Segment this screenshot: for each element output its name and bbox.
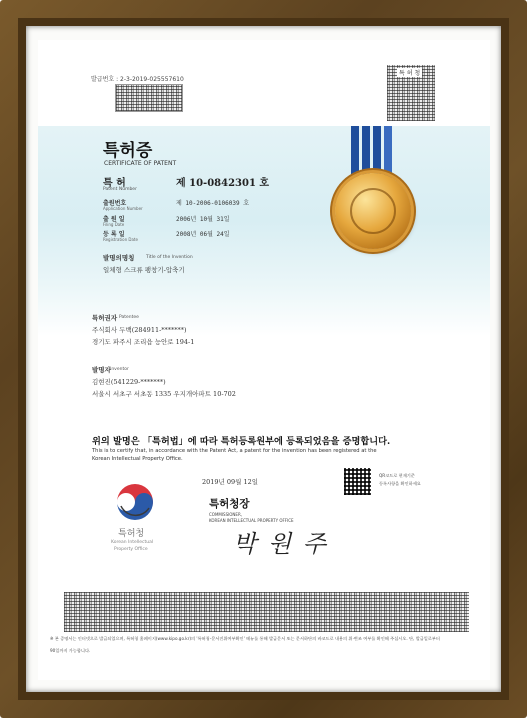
patent-number-label-en: Patent Number [103, 187, 137, 192]
patentee-label-en: Patentee [119, 315, 139, 320]
certificate-title: 특허증 [103, 141, 153, 161]
patentee-address: 경기도 파주시 조리읍 능안로 194-1 [92, 338, 195, 346]
inventor-label-en: Inventor [110, 367, 129, 372]
issue-number: 발급번호 : 2-3-2019-025557610 [91, 76, 184, 83]
qr-code [344, 468, 371, 495]
inventor-label: 발명자 [92, 366, 111, 374]
office-name: 특허청 [118, 529, 145, 539]
office-name-en-line2: Property Office [114, 547, 148, 552]
footnote-line1: ※ 본 증명서는 인터넷으로 발급되었으며, 특허청 홈페이지(www.kipo.go.kr)의 '특허청-문서진위여부확인' 메뉴를 통해 발급문서 또는 문서하단의 바코드로 내용의 위·변조 여부를 확인해 주십시오. 단, 발급일로부터 [50, 636, 440, 641]
application-label-en: Application Number [103, 206, 143, 211]
invention-title: 일체형 스크류 팽창기-압축기 [103, 266, 185, 274]
seal-stamp-label: 특 허 청 [399, 70, 421, 77]
filing-date: 2006년 10월 31일 [176, 216, 230, 223]
registration-date-label-en: Registration Date [103, 237, 138, 242]
issue-barcode [115, 84, 183, 112]
invention-title-label-en: Title of the Invention [146, 255, 193, 260]
qr-note-line1: QR코드로 현재기준 [379, 473, 415, 478]
patentee-name: 주식회사 두백(284911-*******) [92, 326, 187, 334]
certification-statement-en-line1: This is to certify that, in accordance with the Patent Act, a patent for the invention has been registered at the [92, 448, 377, 454]
filing-date-label-en: Filing Date [103, 222, 125, 227]
certificate-title-en: CERTIFICATE OF PATENT [104, 160, 177, 167]
commissioner-en-line1: COMMISSIONER, [209, 512, 242, 517]
patent-number-label: 특 허 [103, 178, 126, 189]
kipo-logo-icon [113, 480, 157, 524]
patentee-label: 특허권자 [92, 314, 118, 322]
certification-statement-en-line2: Korean Intellectual Property Office. [92, 456, 183, 462]
filing-date-label: 출 원 일 [103, 216, 125, 223]
security-barcode-band [64, 592, 469, 632]
gold-medal-seal [335, 173, 411, 249]
application-label: 출원번호 [103, 200, 127, 207]
invention-title-label: 발명의명칭 [103, 254, 135, 262]
commissioner-en-line2: KOREAN INTELLECTUAL PROPERTY OFFICE [209, 518, 294, 523]
commissioner-title: 특허청장 [209, 498, 250, 510]
registration-date-label: 등 록 일 [103, 231, 125, 238]
qr-note-line2: 등록사항을 확인하세요 [379, 481, 421, 486]
inventor-address: 서울시 서초구 서초동 1335 우지개아파트 10-702 [92, 390, 236, 398]
commissioner-signature: 박 원 주 [233, 530, 328, 558]
issue-date: 2019년 09월 12일 [202, 478, 259, 486]
application-number: 제 10-2006-0106039 호 [176, 200, 250, 207]
certification-statement: 위의 발명은 「특허법」에 따라 특허등록원부에 등록되었음을 증명합니다. [92, 436, 391, 447]
footnote-line2: 90일까지 가능합니다. [50, 648, 91, 653]
registration-date: 2008년 06월 24일 [176, 231, 230, 238]
certificate-paper [38, 40, 490, 680]
inventor-name: 김현진(541229-*******) [92, 378, 166, 386]
patent-number: 제 10-0842301 호 [176, 178, 270, 189]
office-name-en-line1: Korean Intellectual [111, 540, 154, 545]
